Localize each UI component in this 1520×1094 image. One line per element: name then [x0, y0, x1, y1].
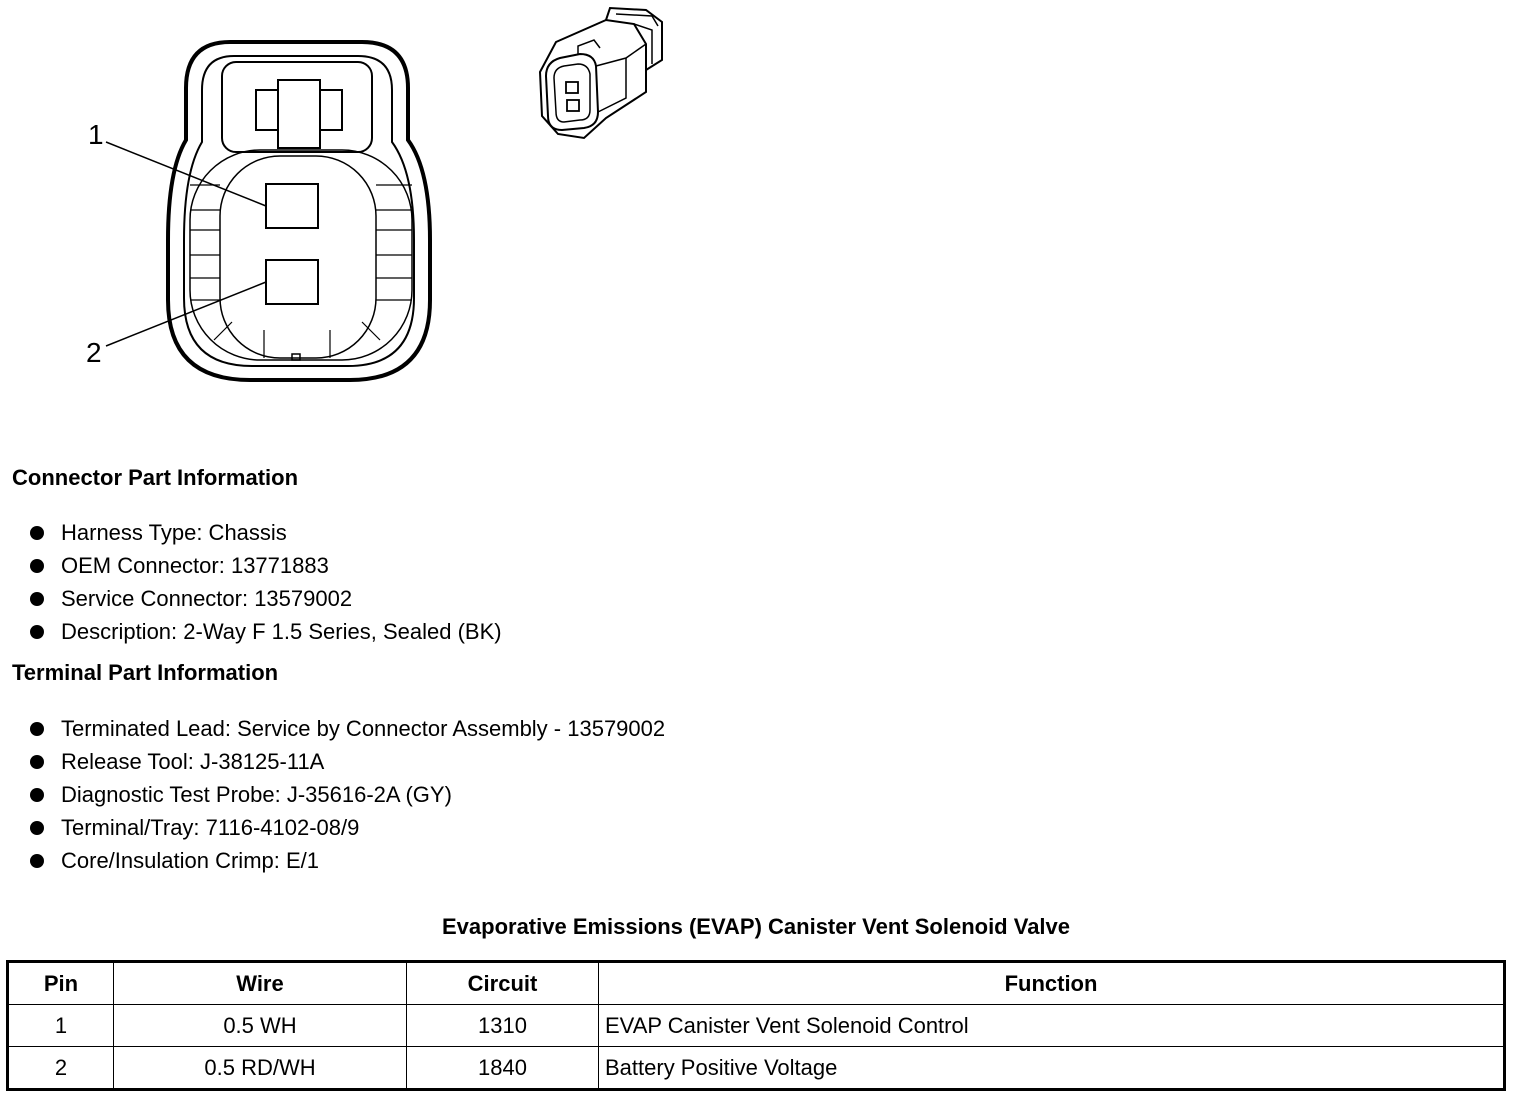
- cell-pin: 2: [8, 1047, 114, 1090]
- header-pin: Pin: [8, 962, 114, 1005]
- bullet-icon: [30, 821, 44, 835]
- cell-circuit: 1840: [407, 1047, 599, 1090]
- cell-wire: 0.5 RD/WH: [114, 1047, 407, 1090]
- latch-left-tab: [256, 90, 278, 130]
- key-notch: [292, 354, 300, 360]
- terminal-info-list: [30, 712, 665, 877]
- list-item: Service Connector: 13579002: [30, 582, 502, 615]
- cell-function: EVAP Canister Vent Solenoid Control: [599, 1005, 1505, 1047]
- cell-circuit: 1310: [407, 1005, 599, 1047]
- connector-face-diagram: [0, 0, 440, 400]
- cell-wire: 0.5 WH: [114, 1005, 407, 1047]
- connector-isometric-diagram: [534, 0, 674, 150]
- bullet-icon: [30, 625, 44, 639]
- bullet-icon: [30, 526, 44, 540]
- bullet-icon: [30, 755, 44, 769]
- latch-outer: [222, 62, 372, 152]
- table-header-row: [8, 962, 1505, 1005]
- list-item: OEM Connector: 13771883: [30, 549, 502, 582]
- list-item: Diagnostic Test Probe: J-35616-2A (GY): [30, 778, 665, 811]
- list-item: Release Tool: J-38125-11A: [30, 745, 665, 778]
- list-item: Description: 2-Way F 1.5 Series, Sealed (BK): [30, 615, 502, 648]
- iso-body: [540, 20, 646, 138]
- list-item: Harness Type: Chassis: [30, 516, 502, 549]
- leader-line-2: [106, 282, 266, 346]
- iso-cavity-1: [566, 82, 578, 93]
- bullet-icon: [30, 788, 44, 802]
- connector-info-title: Connector Part Information: [12, 465, 299, 490]
- header-circuit: Circuit: [407, 962, 599, 1005]
- pin-label-2: 2: [86, 337, 102, 368]
- latch-right-tab: [320, 90, 342, 130]
- bullet-icon: [30, 854, 44, 868]
- cell-pin: 1: [8, 1005, 114, 1047]
- terminal-info-title: Terminal Part Information: [12, 660, 279, 685]
- bullet-icon: [30, 592, 44, 606]
- header-function: Function: [599, 962, 1505, 1005]
- pinout-table: [6, 960, 1506, 1091]
- list-item: Terminated Lead: Service by Connector Assembly - 13579002: [30, 712, 665, 745]
- bullet-icon: [30, 559, 44, 573]
- table-row: [8, 1005, 1505, 1047]
- connector-info-list: [30, 516, 502, 648]
- table-title: Evaporative Emissions (EVAP) Canister Vent Solenoid Valve: [441, 914, 1071, 939]
- list-item: Terminal/Tray: 7116-4102-08/9: [30, 811, 665, 844]
- latch-body: [278, 80, 320, 148]
- pin-cavity-1: [266, 184, 318, 228]
- pin-label-1: 1: [88, 119, 104, 150]
- bullet-icon: [30, 722, 44, 736]
- list-item: Core/Insulation Crimp: E/1: [30, 844, 665, 877]
- iso-cavity-2: [567, 100, 579, 111]
- table-row: [8, 1047, 1505, 1090]
- pin-cavity-2: [266, 260, 318, 304]
- cell-function: Battery Positive Voltage: [599, 1047, 1505, 1090]
- header-wire: Wire: [114, 962, 407, 1005]
